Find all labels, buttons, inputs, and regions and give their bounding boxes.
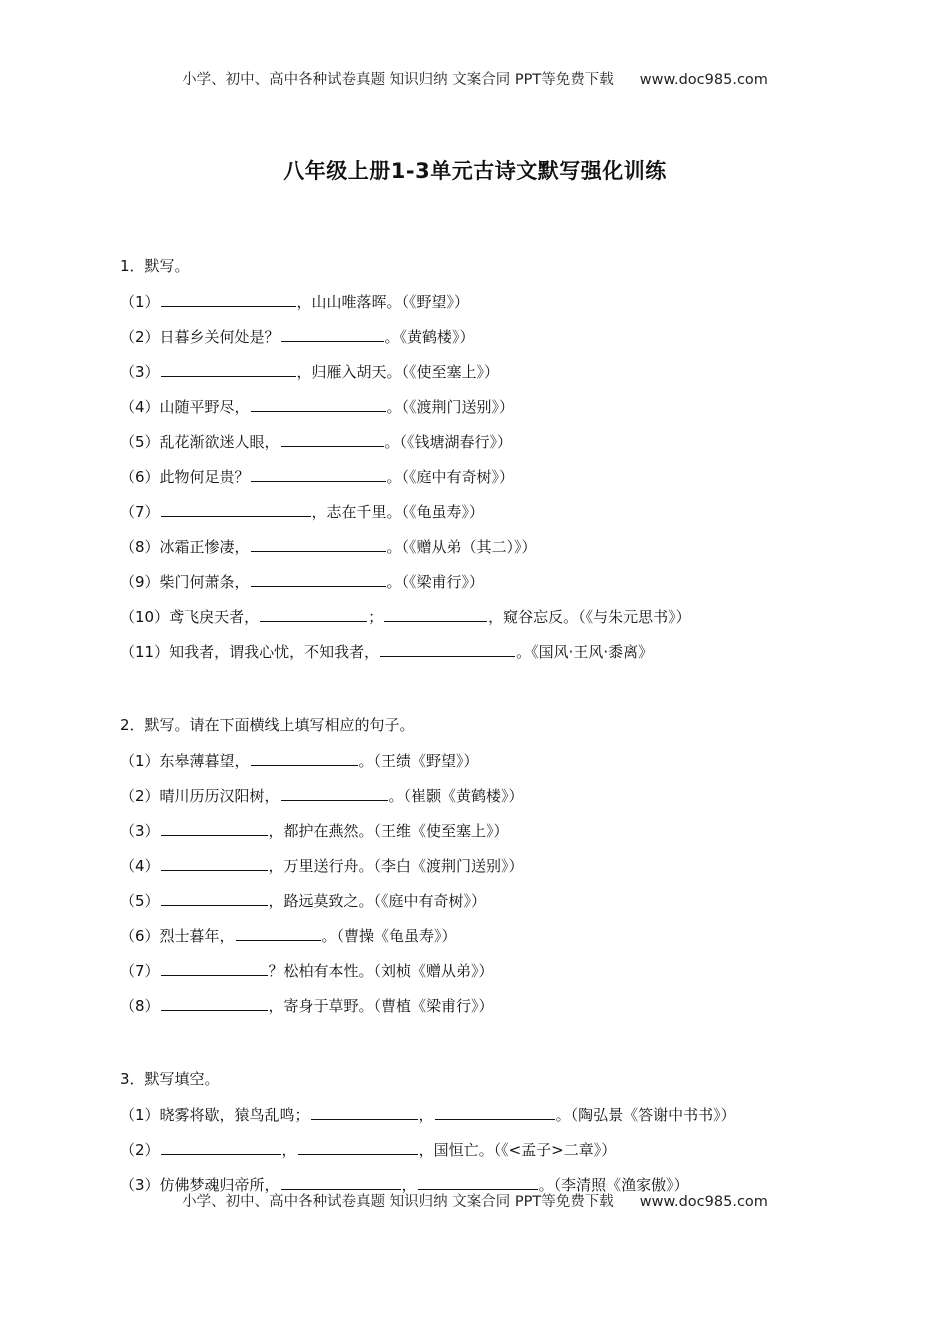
answer-blank[interactable] bbox=[251, 570, 386, 587]
answer-blank[interactable] bbox=[251, 535, 386, 552]
question-item: （1）东皋薄暮望， 。（王绩《野望》） bbox=[120, 749, 860, 784]
question-2 bbox=[120, 714, 860, 1029]
question-item: （5）乱花渐欲迷人眼， 。（《钱塘湖春行》） bbox=[120, 430, 860, 465]
answer-blank[interactable] bbox=[236, 924, 321, 941]
answer-blank[interactable] bbox=[161, 889, 268, 906]
page-header bbox=[0, 68, 950, 89]
header-site-link[interactable]: www.doc985.com bbox=[639, 72, 768, 88]
answer-blank[interactable] bbox=[435, 1103, 555, 1120]
answer-blank[interactable] bbox=[251, 465, 386, 482]
question-item: （5） ，路远莫致之。（《庭中有奇树》） bbox=[120, 889, 860, 924]
question-item: （3） ，都护在燕然。（王维《使至塞上》） bbox=[120, 819, 860, 854]
page-footer bbox=[0, 1190, 950, 1211]
question-item: （2）晴川历历汉阳树， 。（崔颢《黄鹤楼》） bbox=[120, 784, 860, 819]
question-item: （3）仿佛梦魂归帝所， ， 。（李清照《渔家傲》） bbox=[120, 1173, 860, 1208]
question-item: （8）冰霜正惨凄， 。（《赠从弟（其二）》） bbox=[120, 535, 860, 570]
document-title: 八年级上册1-3单元古诗文默写强化训练 bbox=[283, 159, 667, 183]
answer-blank[interactable] bbox=[161, 290, 296, 307]
question-item: （6）烈士暮年， 。（曹操《龟虽寿》） bbox=[120, 924, 860, 959]
question-item: （2） ， ，国恒亡。（《<孟子>二章》） bbox=[120, 1138, 860, 1173]
question-item: （8） ，寄身于草野。（曹植《梁甫行》） bbox=[120, 994, 860, 1029]
answer-blank[interactable] bbox=[281, 1173, 401, 1190]
answer-blank[interactable] bbox=[384, 605, 487, 622]
question-3 bbox=[120, 1068, 860, 1208]
question-1 bbox=[120, 255, 860, 675]
header-text: 小学、初中、高中各种试卷真题 知识归纳 文案合同 PPT等免费下载 bbox=[182, 72, 614, 88]
answer-blank[interactable] bbox=[251, 395, 386, 412]
answer-blank[interactable] bbox=[161, 500, 311, 517]
footer-site-link[interactable]: www.doc985.com bbox=[639, 1194, 768, 1210]
document-body bbox=[120, 255, 860, 1247]
answer-blank[interactable] bbox=[281, 325, 384, 342]
answer-blank[interactable] bbox=[161, 994, 268, 1011]
question-item: （9）柴门何萧条， 。（《梁甫行》） bbox=[120, 570, 860, 605]
question-item: （3） ，归雁入胡天。（《使至塞上》） bbox=[120, 360, 860, 395]
answer-blank[interactable] bbox=[161, 854, 268, 871]
answer-blank[interactable] bbox=[281, 430, 384, 447]
answer-blank[interactable] bbox=[418, 1173, 538, 1190]
question-item: （1）晓雾将歇，猿鸟乱鸣； ， 。（陶弘景《答谢中书书》） bbox=[120, 1103, 860, 1138]
answer-blank[interactable] bbox=[380, 640, 515, 657]
answer-blank[interactable] bbox=[161, 360, 296, 377]
question-item: （10）鸢飞戾天者， ； ，窥谷忘反。（《与朱元思书》） bbox=[120, 605, 860, 640]
answer-blank[interactable] bbox=[298, 1138, 418, 1155]
question-item: （4） ，万里送行舟。（李白《渡荆门送别》） bbox=[120, 854, 860, 889]
answer-blank[interactable] bbox=[161, 819, 268, 836]
question-item: （7） ？松柏有本性。（刘桢《赠从弟》） bbox=[120, 959, 860, 994]
answer-blank[interactable] bbox=[161, 1138, 281, 1155]
question-title: 1．默写。 bbox=[120, 257, 190, 275]
question-item: （6）此物何足贵？ 。（《庭中有奇树》） bbox=[120, 465, 860, 500]
answer-blank[interactable] bbox=[311, 1103, 418, 1120]
answer-blank[interactable] bbox=[260, 605, 367, 622]
question-item: （7） ，志在千里。（《龟虽寿》） bbox=[120, 500, 860, 535]
question-title: 2．默写。请在下面横线上填写相应的句子。 bbox=[120, 716, 415, 734]
question-item: （11）知我者，谓我心忧，不知我者， 。《国风·王风·黍离》 bbox=[120, 640, 860, 675]
footer-text: 小学、初中、高中各种试卷真题 知识归纳 文案合同 PPT等免费下载 bbox=[182, 1194, 614, 1210]
answer-blank[interactable] bbox=[161, 959, 268, 976]
answer-blank[interactable] bbox=[251, 749, 358, 766]
answer-blank[interactable] bbox=[281, 784, 388, 801]
question-item: （2）日暮乡关何处是？ 。《黄鹤楼》） bbox=[120, 325, 860, 360]
question-item: （1） ，山山唯落晖。（《野望》） bbox=[120, 290, 860, 325]
question-item: （4）山随平野尽， 。（《渡荆门送别》） bbox=[120, 395, 860, 430]
question-title: 3．默写填空。 bbox=[120, 1070, 220, 1088]
